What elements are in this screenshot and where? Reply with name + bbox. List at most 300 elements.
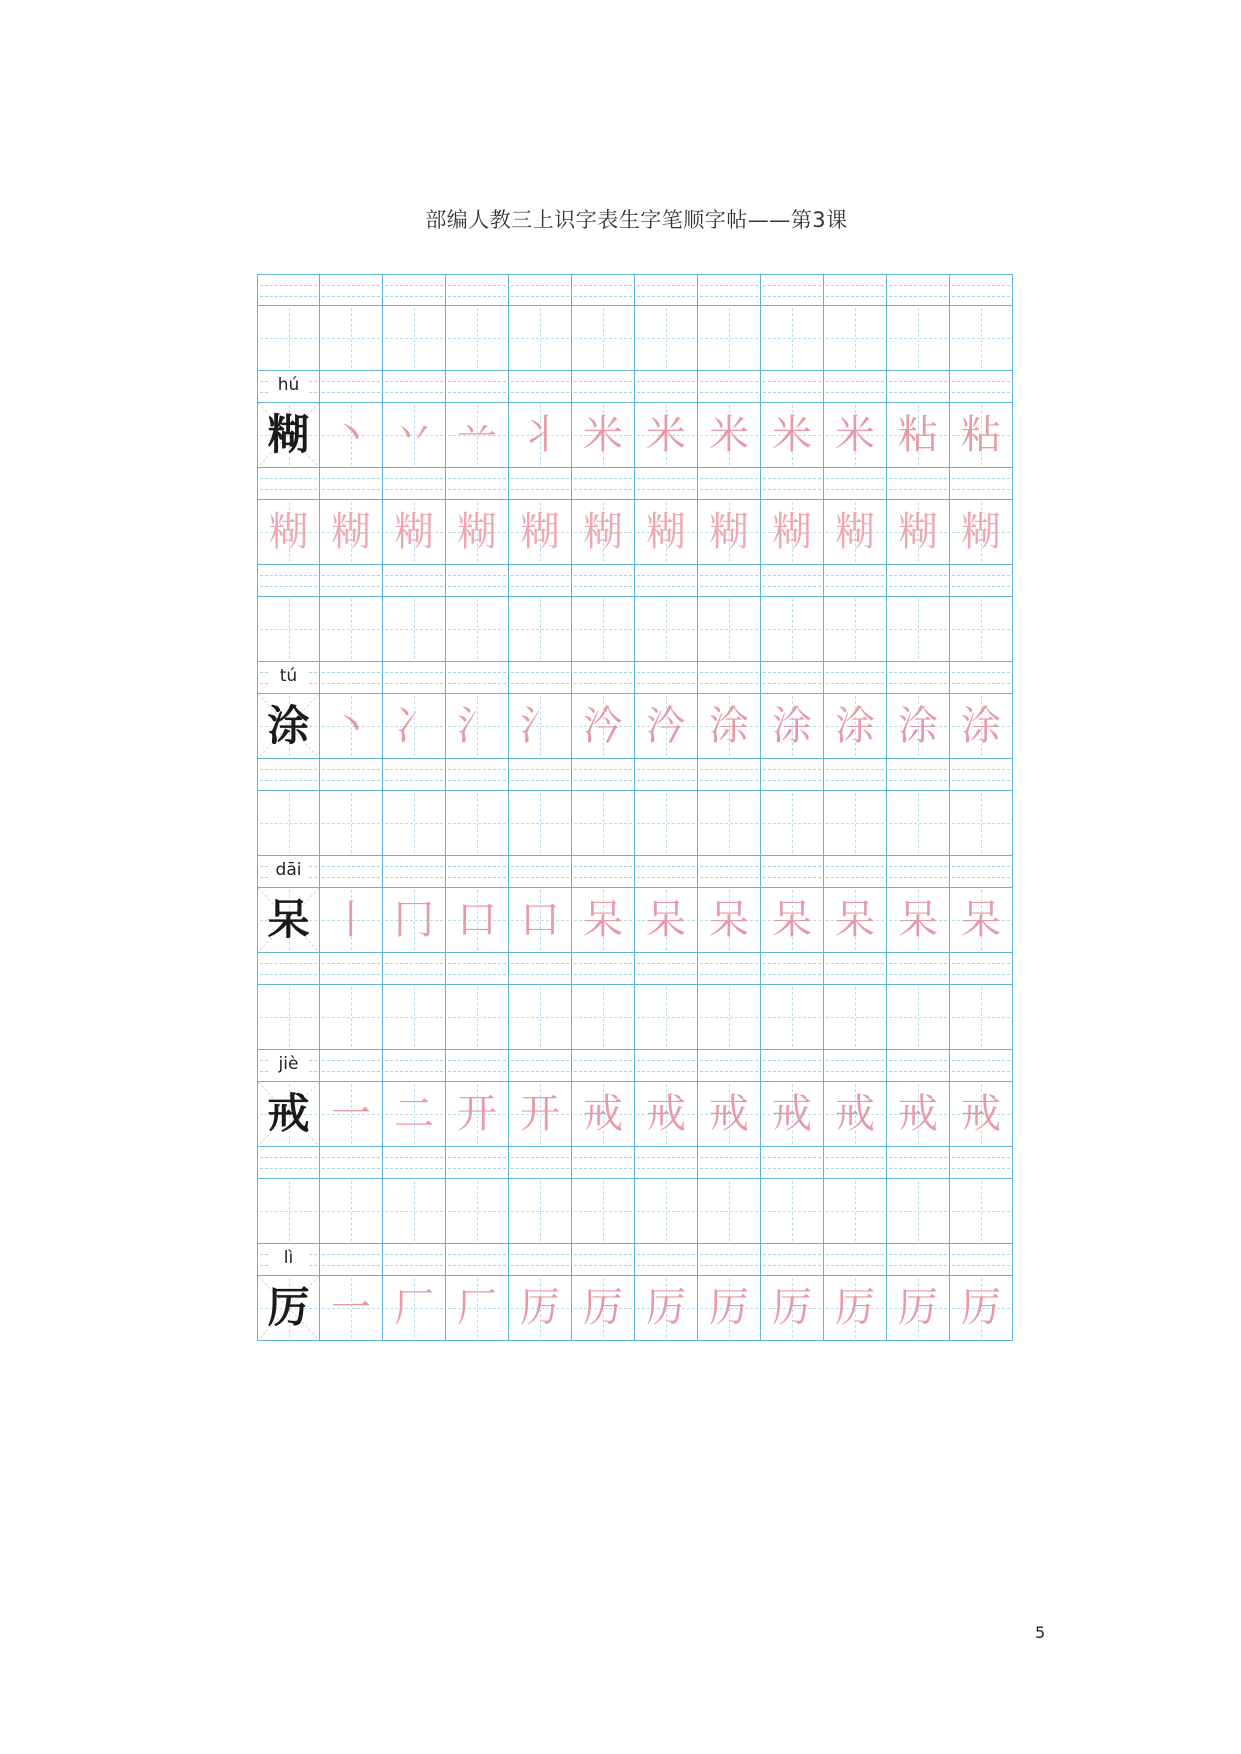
stroke-order-step: 厉 (709, 1285, 749, 1331)
tracing-box (824, 500, 887, 565)
writing-box (320, 888, 383, 953)
pinyin-band (572, 1244, 635, 1276)
tracing-character: 糊 (394, 509, 434, 555)
writing-box (257, 306, 320, 371)
pinyin-band (950, 468, 1013, 500)
writing-box (446, 985, 509, 1050)
pinyin-band (887, 662, 950, 694)
model-character: 呆 (267, 895, 310, 944)
pinyin-band (698, 856, 761, 888)
pinyin-band (698, 759, 761, 791)
pinyin-band (950, 274, 1013, 306)
writing-box (572, 888, 635, 953)
writing-box (887, 791, 950, 856)
pinyin-band (824, 274, 887, 306)
pinyin-band (383, 953, 446, 985)
pinyin-band (761, 565, 824, 597)
pinyin-band (824, 1050, 887, 1082)
writing-box (824, 888, 887, 953)
writing-box (761, 694, 824, 759)
pinyin-band (320, 1147, 383, 1179)
writing-box (572, 597, 635, 662)
stroke-order-step: 厉 (646, 1285, 686, 1331)
pinyin-band (635, 1147, 698, 1179)
model-character: 糊 (267, 410, 310, 459)
pinyin-band (635, 468, 698, 500)
pinyin-band (446, 856, 509, 888)
pinyin-band (257, 662, 320, 694)
pinyin-band (635, 953, 698, 985)
pinyin-band (635, 662, 698, 694)
stroke-order-step: 米 (583, 412, 623, 458)
pinyin-band (761, 759, 824, 791)
pinyin-band (572, 565, 635, 597)
stroke-order-step: 戒 (835, 1091, 875, 1137)
writing-box (698, 597, 761, 662)
writing-box (635, 694, 698, 759)
tracing-box (446, 500, 509, 565)
pinyin-label: jiè (270, 1054, 308, 1074)
stroke-order-step: 汵 (583, 703, 623, 749)
writing-box (446, 694, 509, 759)
pinyin-band (950, 759, 1013, 791)
pinyin-band (383, 759, 446, 791)
stroke-order-step: 丶 (331, 703, 371, 749)
writing-box (950, 694, 1013, 759)
stroke-order-step: 冫 (394, 703, 434, 749)
writing-box (383, 597, 446, 662)
character-block (257, 1147, 1015, 1341)
pinyin-band (383, 1050, 446, 1082)
stroke-order-step: 粘 (898, 412, 938, 458)
pinyin-band (446, 565, 509, 597)
writing-box (761, 597, 824, 662)
stroke-order-step: 䒑 (457, 412, 497, 458)
writing-box (509, 985, 572, 1050)
writing-box (509, 694, 572, 759)
pinyin-band (572, 274, 635, 306)
writing-box (698, 985, 761, 1050)
writing-box (761, 1179, 824, 1244)
pinyin-band (257, 1050, 320, 1082)
tracing-box (887, 500, 950, 565)
stroke-order-step: 呆 (772, 897, 812, 943)
writing-box (761, 888, 824, 953)
writing-box (824, 985, 887, 1050)
writing-box (824, 306, 887, 371)
stroke-order-step: 米 (772, 412, 812, 458)
writing-box (887, 888, 950, 953)
tracing-box (320, 500, 383, 565)
tracing-character: 糊 (709, 509, 749, 555)
pinyin-band (887, 1244, 950, 1276)
writing-box (635, 888, 698, 953)
pinyin-band (761, 662, 824, 694)
pinyin-band (383, 274, 446, 306)
writing-box (572, 985, 635, 1050)
writing-box (572, 306, 635, 371)
pinyin-band (383, 371, 446, 403)
pinyin-band (887, 1050, 950, 1082)
pinyin-label: tú (270, 666, 308, 686)
writing-box (572, 791, 635, 856)
pinyin-band (320, 1050, 383, 1082)
pinyin-band (635, 759, 698, 791)
pinyin-band (257, 759, 320, 791)
pinyin-band (446, 274, 509, 306)
stroke-order-step: 丷 (394, 412, 434, 458)
writing-box (761, 306, 824, 371)
pinyin-band (446, 468, 509, 500)
stroke-order-step: 涂 (709, 703, 749, 749)
stroke-order-step: 呆 (835, 897, 875, 943)
tracing-character: 糊 (772, 509, 812, 555)
stroke-order-step: 一 (331, 1285, 371, 1331)
stroke-order-step: 厉 (835, 1285, 875, 1331)
pinyin-band (887, 565, 950, 597)
writing-box (446, 791, 509, 856)
stroke-order-step: 呆 (709, 897, 749, 943)
pinyin-band (320, 953, 383, 985)
stroke-order-step: 戒 (709, 1091, 749, 1137)
pinyin-band (383, 468, 446, 500)
practice-grid (257, 274, 1015, 1341)
pinyin-band (887, 759, 950, 791)
writing-box (320, 1276, 383, 1341)
writing-box (950, 1082, 1013, 1147)
pinyin-band (824, 565, 887, 597)
writing-box (761, 1276, 824, 1341)
writing-box (446, 1179, 509, 1244)
writing-box (635, 1276, 698, 1341)
writing-box (257, 985, 320, 1050)
pinyin-band (761, 274, 824, 306)
writing-box (887, 1276, 950, 1341)
pinyin-band (572, 759, 635, 791)
tracing-character: 糊 (331, 509, 371, 555)
writing-box (698, 1179, 761, 1244)
pinyin-band (320, 1244, 383, 1276)
stroke-order-step: 口 (457, 897, 497, 943)
stroke-order-step: 冂 (394, 897, 434, 943)
pinyin-band (761, 856, 824, 888)
pinyin-band (950, 662, 1013, 694)
pinyin-band (761, 371, 824, 403)
writing-box (446, 1082, 509, 1147)
pinyin-band (509, 371, 572, 403)
pinyin-band (824, 856, 887, 888)
stroke-order-step: 二 (394, 1091, 434, 1137)
pinyin-band (509, 856, 572, 888)
pinyin-band (446, 953, 509, 985)
tracing-box (257, 500, 320, 565)
writing-box (824, 694, 887, 759)
pinyin-band (572, 468, 635, 500)
tracing-box (950, 500, 1013, 565)
writing-box (509, 597, 572, 662)
page-title: 部编人教三上识字表生字笔顺字帖——第3课 (425, 208, 848, 232)
pinyin-band (320, 856, 383, 888)
writing-box (887, 403, 950, 468)
pinyin-band (824, 468, 887, 500)
stroke-order-step: 粘 (961, 412, 1001, 458)
pinyin-band (950, 565, 1013, 597)
pinyin-band (698, 662, 761, 694)
pinyin-band (320, 468, 383, 500)
writing-box (509, 1179, 572, 1244)
writing-box (320, 403, 383, 468)
writing-box (635, 1179, 698, 1244)
pinyin-band (572, 1147, 635, 1179)
pinyin-band (572, 371, 635, 403)
writing-box (509, 1276, 572, 1341)
tracing-character: 糊 (268, 509, 309, 555)
pinyin-band (824, 759, 887, 791)
tracing-box (635, 500, 698, 565)
character-block (257, 274, 1015, 565)
writing-box (320, 1179, 383, 1244)
pinyin-band (950, 953, 1013, 985)
stroke-order-step: 涂 (961, 703, 1001, 749)
writing-box (824, 403, 887, 468)
writing-box (635, 791, 698, 856)
writing-box (257, 694, 320, 759)
pinyin-band (824, 1147, 887, 1179)
writing-box (572, 694, 635, 759)
stroke-order-step: 开 (520, 1091, 560, 1137)
pinyin-band (761, 1244, 824, 1276)
pinyin-band (950, 1050, 1013, 1082)
pinyin-band (698, 953, 761, 985)
writing-box (509, 888, 572, 953)
writing-box (257, 1179, 320, 1244)
stroke-order-step: 厉 (772, 1285, 812, 1331)
stroke-order-step: 米 (835, 412, 875, 458)
writing-box (446, 1276, 509, 1341)
pinyin-band (257, 274, 320, 306)
pinyin-band (824, 371, 887, 403)
pinyin-band (698, 274, 761, 306)
pinyin-band (761, 1147, 824, 1179)
pinyin-band (320, 759, 383, 791)
pinyin-band (320, 565, 383, 597)
pinyin-band (887, 953, 950, 985)
writing-box (950, 403, 1013, 468)
tracing-character: 糊 (520, 509, 560, 555)
pinyin-band (383, 1244, 446, 1276)
stroke-order-step: 开 (457, 1091, 497, 1137)
pinyin-band (572, 1050, 635, 1082)
writing-box (635, 403, 698, 468)
writing-box (761, 1082, 824, 1147)
writing-box (887, 1179, 950, 1244)
writing-box (383, 306, 446, 371)
pinyin-band (257, 371, 320, 403)
stroke-order-step: 汵 (646, 703, 686, 749)
stroke-order-step: 呆 (583, 897, 623, 943)
pinyin-band (761, 953, 824, 985)
pinyin-band (635, 274, 698, 306)
writing-box (509, 791, 572, 856)
writing-box (509, 1082, 572, 1147)
writing-box (761, 403, 824, 468)
pinyin-band (950, 856, 1013, 888)
pinyin-band (509, 565, 572, 597)
writing-box (257, 403, 320, 468)
pinyin-band (698, 1050, 761, 1082)
tracing-character: 糊 (457, 509, 497, 555)
tracing-box (383, 500, 446, 565)
writing-box (887, 985, 950, 1050)
tracing-character: 糊 (583, 509, 623, 555)
pinyin-band (320, 371, 383, 403)
pinyin-band (635, 371, 698, 403)
pinyin-band (509, 759, 572, 791)
writing-box (320, 985, 383, 1050)
pinyin-band (383, 662, 446, 694)
pinyin-band (446, 662, 509, 694)
writing-box (950, 1179, 1013, 1244)
pinyin-band (950, 1147, 1013, 1179)
pinyin-band (383, 565, 446, 597)
pinyin-band (887, 371, 950, 403)
stroke-order-step: 一 (331, 1091, 371, 1137)
pinyin-band (572, 953, 635, 985)
pinyin-band (446, 1050, 509, 1082)
writing-box (887, 597, 950, 662)
pinyin-band (257, 856, 320, 888)
tracing-box (698, 500, 761, 565)
pinyin-band (257, 565, 320, 597)
writing-box (635, 597, 698, 662)
writing-box (257, 791, 320, 856)
pinyin-band (446, 1244, 509, 1276)
writing-box (635, 1082, 698, 1147)
pinyin-band (698, 468, 761, 500)
pinyin-band (383, 856, 446, 888)
pinyin-band (320, 662, 383, 694)
pinyin-band (698, 371, 761, 403)
pinyin-band (446, 371, 509, 403)
stroke-order-step: 米 (709, 412, 749, 458)
writing-box (446, 597, 509, 662)
tracing-box (509, 500, 572, 565)
stroke-order-step: 氵 (457, 703, 497, 749)
writing-box (950, 791, 1013, 856)
writing-box (320, 694, 383, 759)
writing-box (887, 1082, 950, 1147)
writing-box (320, 597, 383, 662)
pinyin-band (509, 468, 572, 500)
writing-box (257, 1082, 320, 1147)
writing-box (383, 985, 446, 1050)
pinyin-label: lì (270, 1248, 308, 1268)
pinyin-band (887, 468, 950, 500)
pinyin-band (257, 1244, 320, 1276)
pinyin-band (572, 662, 635, 694)
writing-box (887, 306, 950, 371)
pinyin-band (887, 1147, 950, 1179)
pinyin-band (320, 274, 383, 306)
writing-box (509, 403, 572, 468)
character-block (257, 953, 1015, 1147)
writing-box (824, 1082, 887, 1147)
tracing-character: 糊 (835, 509, 875, 555)
pinyin-label: dāi (270, 860, 308, 880)
writing-box (320, 306, 383, 371)
pinyin-band (824, 662, 887, 694)
stroke-order-step: 呆 (898, 897, 938, 943)
stroke-order-step: 厂 (394, 1285, 434, 1331)
pinyin-band (509, 1050, 572, 1082)
pinyin-band (950, 371, 1013, 403)
pinyin-band (761, 1050, 824, 1082)
stroke-order-step: 厉 (961, 1285, 1001, 1331)
model-character: 厉 (267, 1283, 310, 1332)
stroke-order-step: 厉 (520, 1285, 560, 1331)
tracing-character: 糊 (646, 509, 686, 555)
writing-box (698, 1276, 761, 1341)
pinyin-band (950, 1244, 1013, 1276)
writing-box (824, 597, 887, 662)
tracing-box (761, 500, 824, 565)
stroke-order-step: 米 (646, 412, 686, 458)
pinyin-band (509, 1244, 572, 1276)
stroke-order-step: 厂 (457, 1285, 497, 1331)
stroke-order-step: 戒 (898, 1091, 938, 1137)
writing-box (572, 1082, 635, 1147)
stroke-order-step: 戒 (583, 1091, 623, 1137)
stroke-order-step: 呆 (961, 897, 1001, 943)
stroke-order-step: 厉 (898, 1285, 938, 1331)
stroke-order-step: 厉 (583, 1285, 623, 1331)
writing-box (761, 791, 824, 856)
pinyin-band (635, 856, 698, 888)
stroke-order-step: 涂 (772, 703, 812, 749)
writing-box (383, 1179, 446, 1244)
tracing-box (572, 500, 635, 565)
writing-box (446, 888, 509, 953)
writing-box (572, 1276, 635, 1341)
writing-box (383, 403, 446, 468)
stroke-order-step: 氵 (520, 703, 560, 749)
pinyin-band (257, 1147, 320, 1179)
stroke-order-step: 丶 (331, 412, 371, 458)
pinyin-band (446, 1147, 509, 1179)
writing-box (320, 1082, 383, 1147)
stroke-order-step: 涂 (835, 703, 875, 749)
model-character: 戒 (267, 1089, 310, 1138)
stroke-order-step: 戒 (961, 1091, 1001, 1137)
pinyin-band (635, 1244, 698, 1276)
pinyin-band (824, 953, 887, 985)
writing-box (257, 1276, 320, 1341)
tracing-character: 糊 (898, 509, 938, 555)
pinyin-band (635, 1050, 698, 1082)
writing-box (698, 306, 761, 371)
writing-box (950, 1276, 1013, 1341)
writing-box (383, 888, 446, 953)
writing-box (698, 403, 761, 468)
writing-box (635, 985, 698, 1050)
pinyin-band (509, 274, 572, 306)
writing-box (824, 791, 887, 856)
writing-box (320, 791, 383, 856)
pinyin-band (635, 565, 698, 597)
stroke-order-step: 戒 (646, 1091, 686, 1137)
writing-box (824, 1276, 887, 1341)
writing-box (698, 888, 761, 953)
